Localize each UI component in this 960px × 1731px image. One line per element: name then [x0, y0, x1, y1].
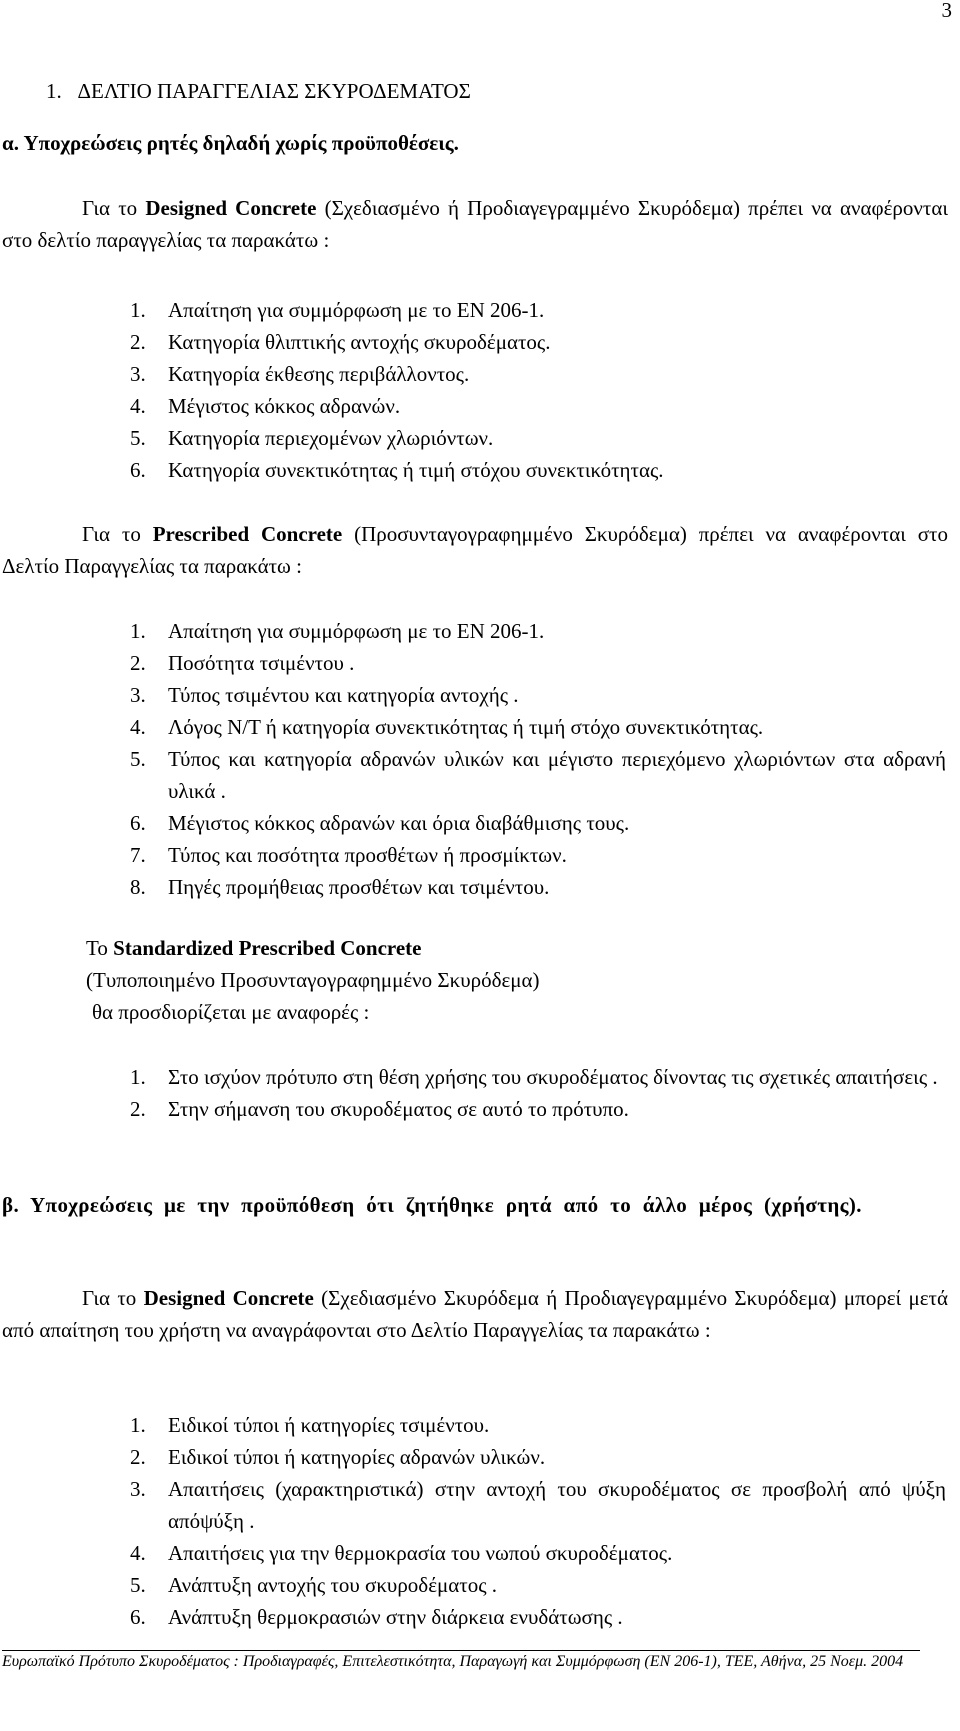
intro-text: (Σχεδιασμένο ή Προδιαγεγραμμένο Σκυρόδεμα) πρέπει να αναφέρονται στο δελτίο παραγγελίας τα παρακάτω :	[2, 196, 948, 252]
section-b-title: β. Υποχρεώσεις με την προϋπόθεση ότι ζητήθηκε ρητά από το άλλο μέρος (χρήστης).	[2, 1193, 862, 1217]
page-number: 3	[941, 0, 952, 22]
list-item: 5. Κατηγορία περιεχομένων χλωριόντων.	[130, 426, 494, 450]
page-footer: Ευρωπαϊκό Πρότυπο Σκυροδέματος : Προδιαγραφές, Επιτελεστικότητα, Παραγωγή και Συμμόρφωση (ΕΝ 206-1), ΤΕΕ, Αθήνα, 25 Νοεμ. 2004	[2, 1653, 904, 1670]
list-item: 6. Κατηγορία συνεκτικότητας ή τιμή στόχου συνεκτικότητας.	[130, 458, 664, 482]
list-item: 3. Κατηγορία έκθεσης περιβάλλοντος.	[130, 362, 470, 386]
list-item: 3. Τύπος τσιμέντου και κατηγορία αντοχής .	[130, 683, 519, 707]
list-item: 1. Στο ισχύον πρότυπο στη θέση χρήσης του σκυροδέματος δίνοντας τις σχετικές απαιτήσεις .	[130, 1065, 938, 1089]
heading-number: 1.	[46, 79, 62, 103]
list-item: 4. Λόγος Ν/Τ ή κατηγορία συνεκτικότητας ή τιμή στόχο συνεκτικότητας.	[130, 715, 764, 739]
list-item: 1. Απαίτηση για συμμόρφωση με το ΕΝ 206-1.	[130, 619, 545, 643]
list-item: 1. Απαίτηση για συμμόρφωση με το ΕΝ 206-1.	[130, 298, 545, 322]
section-a-title: α. Υποχρεώσεις ρητές δηλαδή χωρίς προϋποθέσεις.	[2, 131, 459, 155]
intro-text: (Προσυνταγογραφημμένο Σκυρόδεμα) πρέπει να αναφέρονται στο Δελτίο Παραγγελίας τα παρακάτω :	[2, 522, 948, 578]
intro-term: Prescribed Concrete	[152, 522, 343, 546]
list-item: 6. Ανάπτυξη θερμοκρασιών στην διάρκεια ενυδάτωσης .	[130, 1605, 623, 1629]
intro-text: Για το	[82, 522, 153, 546]
intro-text: Για το	[82, 1286, 144, 1310]
list-item: 6. Μέγιστος κόκκος αδρανών και όρια διαβάθμισης τους.	[130, 811, 630, 835]
list-item: 5. Ανάπτυξη αντοχής του σκυροδέματος .	[130, 1573, 498, 1597]
intro-term: Designed Concrete	[145, 196, 317, 220]
heading-text: ΔΕΛΤΙΟ ΠΑΡΑΓΓΕΛΙΑΣ ΣΚΥΡΟΔΕΜΑΤΟΣ	[77, 79, 471, 103]
section-a-designed-intro	[0, 192, 948, 256]
section-a-standardized-list	[0, 1061, 950, 1125]
list-item: 8. Πηγές προμήθειας προσθέτων και τσιμέντου.	[130, 875, 550, 899]
document-heading	[46, 75, 471, 107]
section-a-prescribed-list	[0, 615, 950, 903]
list-item: 2. Ποσότητα τσιμέντου .	[130, 651, 355, 675]
list-item: 2. Ειδικοί τύποι ή κατηγορίες αδρανών υλικών.	[130, 1445, 546, 1469]
list-item: 4. Μέγιστος κόκκος αδρανών.	[130, 394, 401, 418]
list-item: 5. Τύπος και κατηγορία αδρανών υλικών και μέγιστο περιεχόμενο χλωριόντων στα αδρανή υλικά .	[130, 747, 946, 803]
section-a-standardized-intro	[86, 932, 886, 1028]
list-item: 1. Ειδικοί τύποι ή κατηγορίες τσιμέντου.	[130, 1413, 490, 1437]
list-item: 2. Κατηγορία θλιπτικής αντοχής σκυροδέματος.	[130, 330, 551, 354]
list-item: 4. Απαιτήσεις για την θερμοκρασία του νωπού σκυροδέματος.	[130, 1541, 673, 1565]
section-b-designed-intro	[0, 1282, 948, 1346]
intro-text: Για το	[82, 196, 146, 220]
standardized-line-1: Το Standardized Prescribed Concrete	[86, 936, 422, 960]
list-item: 2. Στην σήμανση του σκυροδέματος σε αυτό το πρότυπο.	[130, 1097, 629, 1121]
intro-text: (Σχεδιασμένο Σκυρόδεμα ή Προδιαγεγραμμένο Σκυρόδεμα) μπορεί μετά από απαίτηση του χρήστη να αναγράφονται στο Δελτίο Παραγγελίας τα παρακάτω :	[2, 1286, 948, 1342]
section-b-designed-list	[0, 1409, 950, 1633]
standardized-line-2: (Τυποποιημένο Προσυνταγογραφημμένο Σκυρόδεμα)	[86, 968, 540, 992]
section-a-prescribed-intro	[0, 518, 948, 582]
list-item: 3. Απαιτήσεις (χαρακτηριστικά) στην αντοχή του σκυροδέματος σε προσβολή από ψύξη απόψύξη .	[130, 1477, 946, 1533]
standardized-line-3: θα προσδιορίζεται με αναφορές :	[92, 1000, 370, 1024]
intro-term: Designed Concrete	[143, 1286, 314, 1310]
section-a-designed-list	[0, 294, 950, 486]
list-item: 7. Τύπος και ποσότητα προσθέτων ή προσμίκτων.	[130, 843, 567, 867]
